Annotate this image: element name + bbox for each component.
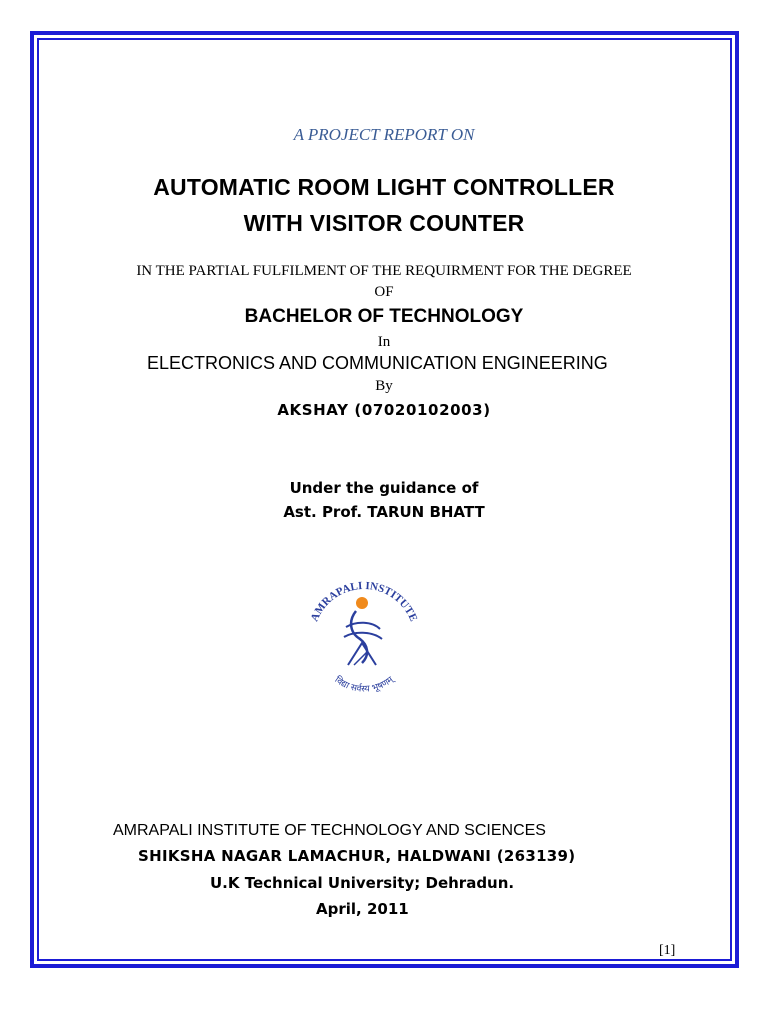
- student-name: AKSHAY (07020102003): [277, 401, 491, 419]
- in-text: In: [377, 334, 391, 350]
- university-name: U.K Technical University; Dehradun.: [210, 874, 515, 892]
- institute-address: SHIKSHA NAGAR LAMACHUR, HALDWANI (263139): [138, 847, 576, 865]
- guidance-label: Under the guidance of: [289, 479, 479, 497]
- project-title-line1: AUTOMATIC ROOM LIGHT CONTROLLER: [153, 174, 615, 200]
- logo-motto: विद्या सर्वस्य भूषणम्: [332, 675, 396, 695]
- guide-name: Ast. Prof. TARUN BHATT: [283, 503, 485, 521]
- of-text: OF: [374, 284, 394, 300]
- logo-sun: [356, 597, 368, 609]
- page-number: [1]: [659, 943, 676, 958]
- institute-logo: [296, 567, 430, 701]
- project-title-line2: WITH VISITOR COUNTER: [243, 210, 525, 236]
- report-date: April, 2011: [316, 900, 409, 918]
- fulfilment-text: IN THE PARTIAL FULFILMENT OF THE REQUIRMENT FOR THE DEGREE: [136, 263, 632, 279]
- institute-name: AMRAPALI INSTITUTE OF TECHNOLOGY AND SCIENCES: [113, 822, 546, 839]
- branch-name: ELECTRONICS AND COMMUNICATION ENGINEERING: [147, 353, 608, 373]
- report-heading: A PROJECT REPORT ON: [293, 125, 475, 144]
- logo-arc-text: AMRAPALI INSTITUTE: [308, 580, 420, 624]
- by-text: By: [375, 378, 393, 394]
- degree-name: BACHELOR OF TECHNOLOGY: [244, 306, 524, 327]
